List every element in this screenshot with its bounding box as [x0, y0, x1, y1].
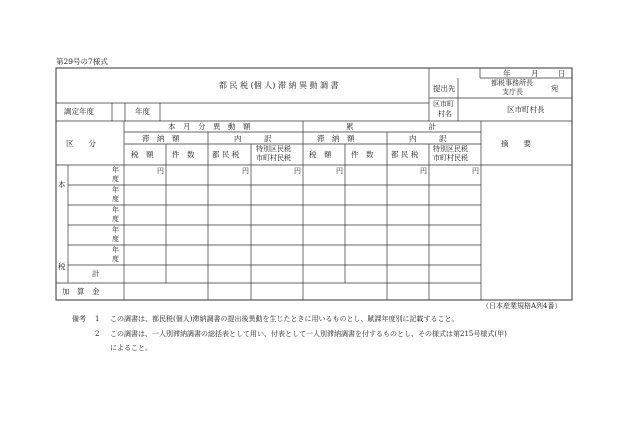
yen-mark-special: 円 — [294, 167, 301, 175]
note-2-text-line2: によること。 — [110, 344, 152, 352]
yen-mark-tax-cum: 円 — [336, 167, 343, 175]
submit-to-branch: 支庁長 — [502, 88, 523, 96]
side-label-principal: 本 — [58, 180, 66, 189]
date-year: 年 — [503, 69, 511, 78]
side-label-tax: 税 — [58, 262, 66, 271]
note-2-text-line1: この調書は、一人別滞納調書の総括表として用い、付表として一人別滞納調書を付するものとし、その様式は第215号様式(甲) — [110, 330, 507, 338]
submit-to-office: 都税事務所長 — [491, 79, 533, 87]
municipality-head: 区市町村長 — [507, 105, 545, 114]
metro-tax-header: 都 民 税 — [212, 150, 240, 159]
notes-label: 備考 — [72, 315, 86, 323]
year-row-1-year: 年 — [112, 166, 119, 174]
year-row-4-year: 年 — [112, 226, 119, 234]
surcharge-label: 加 算 金 — [62, 287, 100, 296]
year-row-2-do: 度 — [112, 195, 119, 203]
yen-mark-metro: 円 — [242, 167, 249, 175]
yen-mark-tax: 円 — [157, 167, 164, 175]
count-header: 件 数 — [172, 150, 195, 159]
year-row-2-year: 年 — [112, 186, 119, 194]
special-ward-tax-header-cum: 特別区民税 — [433, 145, 468, 153]
year-row-5-do: 度 — [112, 255, 119, 263]
survey-year-suffix: 年度 — [135, 107, 150, 116]
form-number: 第29号の7様式 — [56, 57, 108, 66]
honorific: 宛 — [551, 84, 559, 93]
year-row-1-do: 度 — [112, 175, 119, 183]
amount-group-header-cum: 滞 納 額 — [317, 134, 355, 143]
special-ward-tax-header: 特別区民税 — [256, 145, 291, 153]
division-header: 区 分 — [66, 139, 96, 148]
count-header-cum: 件 数 — [351, 150, 374, 159]
note-1-text: この調書は、都民税(個人)滞納調書の提出後異動を生じたときに用いるものとし、賦課年度別に記載すること。 — [110, 315, 459, 323]
yen-mark-special-cum: 円 — [472, 167, 479, 175]
breakdown-group-header: 内 訳 — [234, 134, 272, 143]
yen-mark-metro-cum: 円 — [420, 167, 427, 175]
municipal-tax-header: 市町村民税 — [256, 154, 291, 162]
year-row-3-year: 年 — [112, 206, 119, 214]
note-1-number: 1 — [95, 315, 100, 323]
municipal-tax-header-cum: 市町村民税 — [433, 154, 468, 162]
paper-standard: （日本産業規格A列4番） — [482, 302, 562, 310]
year-row-5-year: 年 — [112, 246, 119, 254]
survey-year-label: 調定年度 — [64, 107, 94, 116]
this-month-header: 本 月 分 異 動 額 — [168, 122, 251, 131]
remarks-header: 摘 要 — [501, 139, 531, 148]
total-label: 計 — [92, 269, 100, 278]
note-2-number: 2 — [95, 330, 100, 338]
municipality-label-1: 区市町 — [433, 100, 454, 108]
cumulative-header: 累 計 — [346, 122, 436, 131]
metro-tax-header-cum: 都 民 税 — [391, 150, 419, 159]
tax-amount-header-cum: 税 額 — [309, 150, 332, 159]
form-title: 都 民 税 (個 人) 滞 納 異 動 調 書 — [219, 81, 339, 90]
submit-to-label: 提出先 — [433, 84, 456, 93]
tax-amount-header: 税 額 — [131, 150, 154, 159]
date-day: 日 — [558, 69, 566, 78]
amount-group-header: 滞 納 額 — [142, 134, 180, 143]
breakdown-group-header-cum: 内 訳 — [409, 134, 447, 143]
date-month: 月 — [531, 69, 539, 78]
year-row-4-do: 度 — [112, 235, 119, 243]
year-row-3-do: 度 — [112, 215, 119, 223]
municipality-label-2: 村名 — [438, 110, 452, 118]
